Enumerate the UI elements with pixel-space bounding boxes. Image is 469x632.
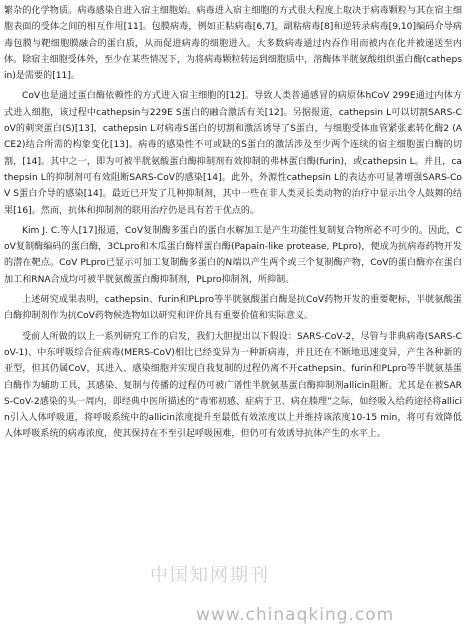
watermark-text: 中国知网期刊 [150, 565, 270, 586]
paragraph-3: Kim J. C.等人[17]报道，CoV复制酶多蛋白的蛋白水解加工是产生功能性复制复合物所必不可少的。因此，CoV复制酶编码的蛋白酶，3CLpro和木瓜蛋白酶样蛋白酶(Papain-like protease, PLpro)，便成为抗病毒药物开发的潜在靶点。CoV PLpro已显示可加工复制酶多蛋白的N端以产生两个或三个复制酶产物，CoV的蛋白酶亦在蛋白加工和RNA合成均可被半胱氨酸蛋白酶抑制剂，PLpro抑制剂，所抑制。 [4, 225, 462, 285]
paragraph-1: 繁杂的化学物质。病毒感染自进入宿主细胞始。病毒进入宿主细胞的方式很大程度上取决于病毒颗粒与其在宿主细胞表面的受体之间的相互作用[11]。包膜病毒，例如正粘病毒[6,7]，副粘病毒[8]和逆转录病毒[9,10]编码介导病毒包膜与靶细胞膜融合的蛋白质，从而促进病毒的细胞进入。大多数病毒通过内吞作用而被内在化并被递送至内体。除宿主细胞受体外，至少在某些情况下，为将病毒颗粒转运到细胞质中，溶酶体半胱氨酸组织蛋白酶(cathepsin)是需要的[11]。 [4, 6, 462, 82]
document-body [4, 3, 462, 447]
watermark-url: www.chinaqking.com [196, 605, 395, 625]
paragraph-4: 上述研究成果表明，cathepsin、furin和PLpro等半胱氨酸蛋白酶是抗CoV药物开发的重要靶标，半胱氨酸蛋白酶抑制剂作为抗CoV药物候选物如以研究和评价具有重要价值和实际意义。 [4, 295, 462, 322]
paragraph-5: 受前人所做的以上一系列研究工作的启发，我们大胆提出以下假设：SARS-CoV-2，尽管与非典病毒(SARS-CoV-1)、中东呼吸综合征病毒(MERS-CoV)相比已经变异为一种新病毒，并且还在不断地迅速变异，产生各种新的亚型，但其仍属CoV，其进入、感染细胞并实现自我复制的过程仍离不开cathepsin、furin和PLpro等半胱氨基蛋白酶作为辅助工具，其感染、复制与传播的过程仍可被广谱性半胱氨基蛋白酶抑制剂allicin阻断。尤其是在被SARS-CoV-2感染的头一周内，即经典中医所描述的“毒邪初感、症病于卫、病在腠理”之际，如经吸入给药途径将allicin引入人体呼吸道，将呼吸系统中的allicin浓度提升至最低有效浓度以上并维持该浓度10-15 min，将可有效降低人体呼吸系统的病毒浓度，使其保持在不至引起呼吸困难，但仍可有效诱导抗体产生的水平上。 [4, 331, 462, 440]
paragraph-2: CoV也是通过蛋白酶依赖性的方式进入宿主细胞的[12]。导致人类普通感冒的病原体hCoV 299E通过内体方式进入细胞，该过程中cathepsin与229E S蛋白的融合激活有关[12]。另据报道，cathepsin L可以切割SARS-CoV的刺突蛋白(S)[13]，cathepsin L对病毒S蛋白的切割和激活诱导了S蛋白，与细胞受体血管紧张素转化酶2 (ACE2)结合所需的构象变化[13]。病毒的感染性不可或缺的S蛋白的激活涉及至少两个连续的宿主细胞蛋白酶的切割，[14]。其中之一，即为可被半胱氨酸蛋白酶抑制剂有效抑制的弗林蛋白酶(furin)，或cathepsin L。并且，cathepsin L的抑制剂可有效阻断SARS-CoV的感染[14]。此外，外源性cathepsin L的表达亦可显著增强SARS-CoV S蛋白介导的感染[14]。最近已开发了几种抑制剂，其中一些在非人类灵长类动物的治疗中显示出令人鼓舞的结果[16]。然而，抗体和抑制剂的联用治疗仍是具有若干优点的。 [4, 91, 462, 216]
